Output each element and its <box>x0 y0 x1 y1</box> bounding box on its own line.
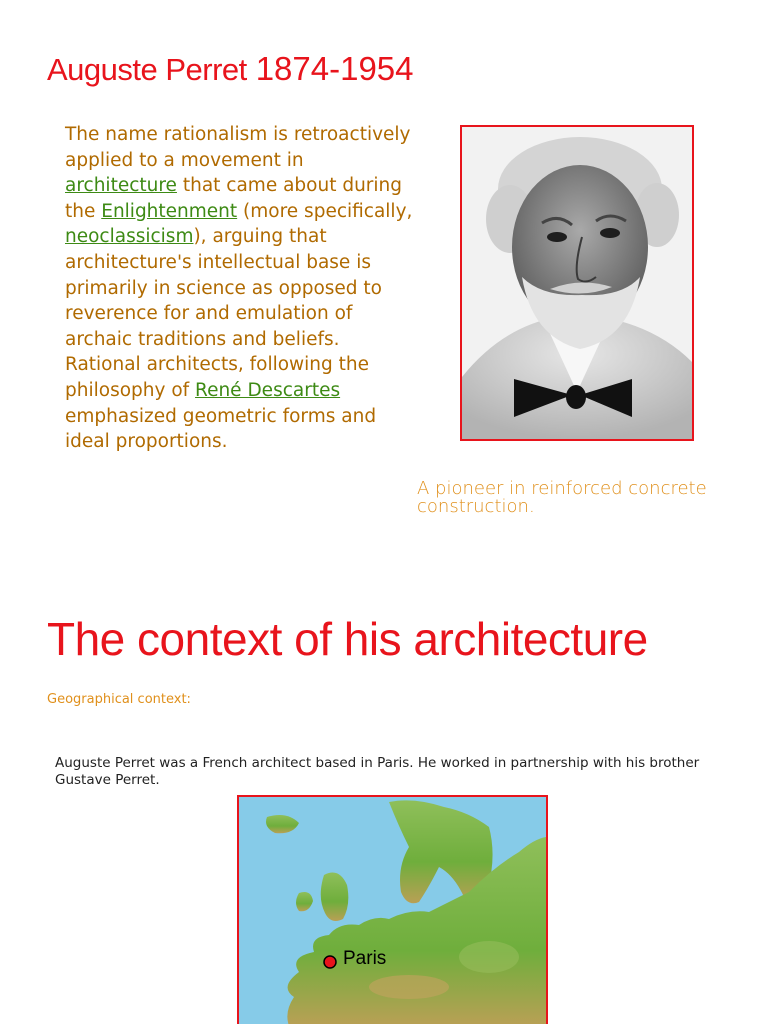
portrait-caption: A pioneer in reinforced concrete construction. <box>417 478 707 517</box>
neoclassicism-link[interactable]: neoclassicism <box>65 226 194 248</box>
page-title <box>47 50 414 88</box>
intro-paragraph <box>65 122 415 455</box>
intro-text-1: The name rationalism is retroactively applied to a movement in <box>65 124 411 171</box>
intro-text-3: (more specifically, <box>237 200 413 222</box>
intro-text-4: ), arguing that architecture's intellectual base is primarily in science as opposed to reverence for and emulation of archaic traditions and beliefs. Rational architects, following the philosophy of <box>65 226 382 401</box>
paris-marker-icon <box>324 956 336 968</box>
portrait-photo <box>460 125 694 441</box>
portrait-illustration <box>462 127 692 439</box>
intro-text-5: emphasized geometric forms and ideal proportions. <box>65 405 377 453</box>
paris-label: Paris <box>343 948 387 969</box>
context-paragraph: Auguste Perret was a French architect based in Paris. He worked in partnership with his brother Gustave Perret. <box>55 755 700 788</box>
section-title: The context of his architecture <box>47 613 648 665</box>
descartes-link[interactable]: René Descartes <box>195 379 341 401</box>
europe-map <box>237 795 548 1024</box>
intro-text-2: that came about during the <box>65 175 403 222</box>
enlightenment-link[interactable]: Enlightenment <box>101 200 238 222</box>
europe-map-illustration <box>239 797 546 1024</box>
architect-name: Auguste Perret <box>47 52 247 87</box>
geographical-context-heading: Geographical context: <box>47 692 191 707</box>
architect-years: 1874-1954 <box>255 50 414 87</box>
architecture-link[interactable]: architecture <box>65 175 177 197</box>
